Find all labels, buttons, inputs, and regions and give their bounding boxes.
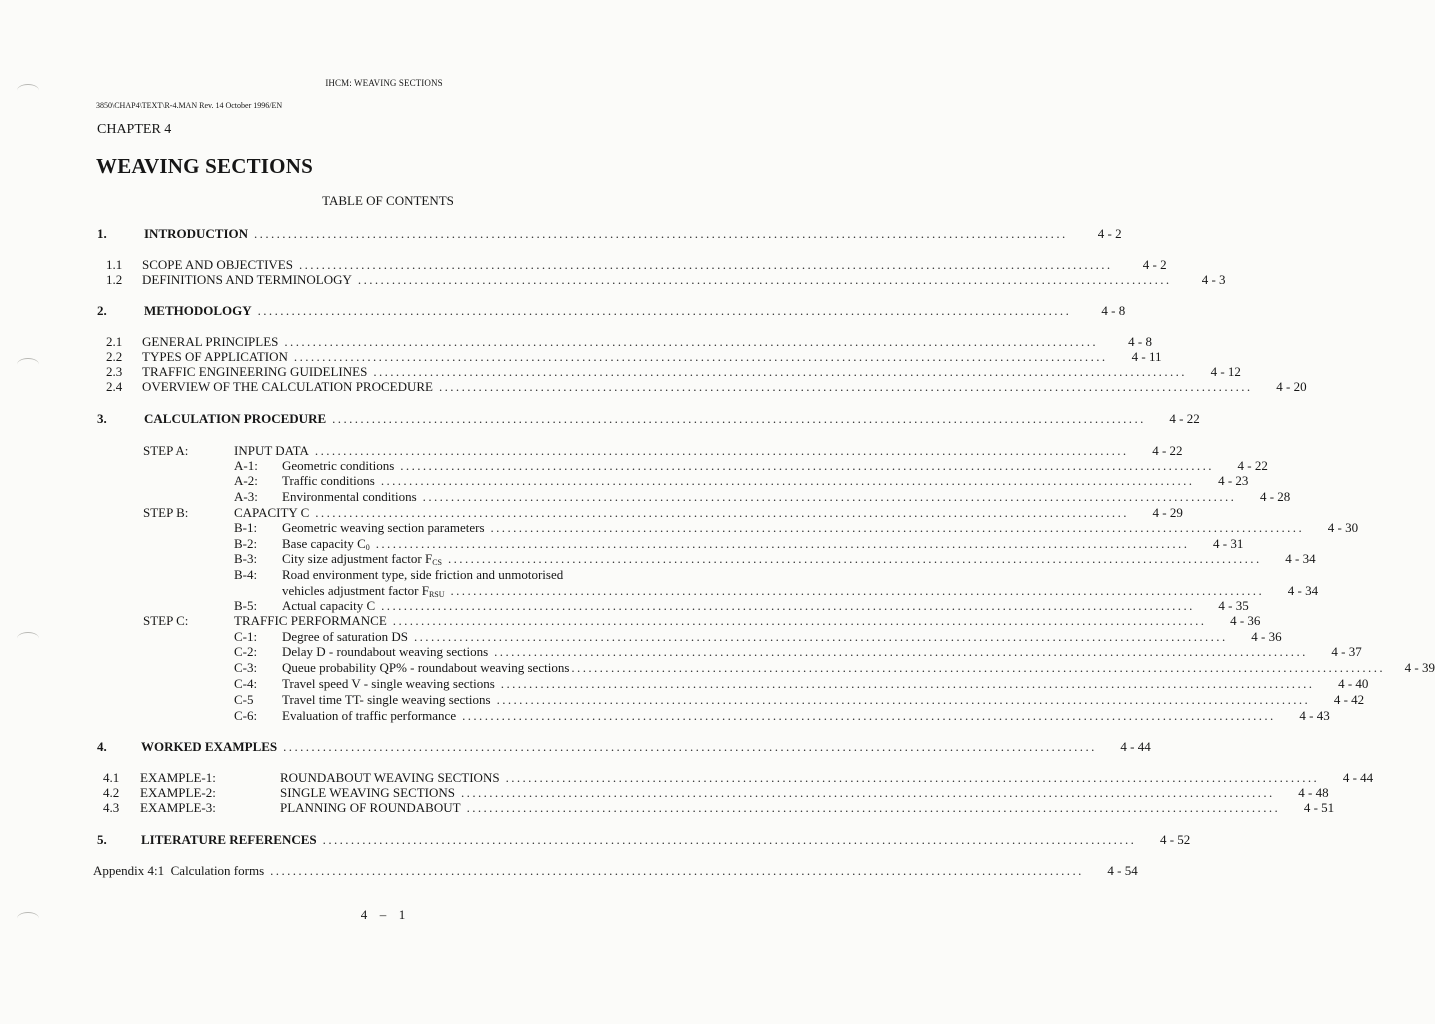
toc-entry-scope[interactable] xyxy=(142,257,1167,272)
toc-entry-label: Appendix 4:1 Calculation forms xyxy=(93,863,265,878)
toc-entry-label: LITERATURE REFERENCES xyxy=(141,832,317,847)
toc-entry-worked-examples[interactable] xyxy=(141,739,1151,754)
toc-entry-c5[interactable] xyxy=(282,692,1365,707)
toc-entry-label: OVERVIEW OF THE CALCULATION PROCEDURE xyxy=(142,379,433,394)
step-label: STEP C: xyxy=(143,613,189,628)
example-name: EXAMPLE-2: xyxy=(140,785,216,800)
toc-entry-calculation-procedure[interactable] xyxy=(144,411,1200,426)
section-number: 2.3 xyxy=(106,364,123,379)
subscript: CS xyxy=(432,558,442,567)
toc-entry-a3[interactable] xyxy=(282,489,1291,504)
toc-entry-page: 4 - 31 xyxy=(1213,536,1244,551)
toc-entry-page: 4 - 30 xyxy=(1327,520,1359,535)
toc-entry-b5[interactable] xyxy=(282,598,1249,613)
dot-leader: ................................................................................................................................................ xyxy=(373,364,1187,379)
toc-entry-c4[interactable] xyxy=(282,676,1369,691)
dot-leader: ................................................................................................................................................ xyxy=(270,863,1084,878)
toc-entry-example-2[interactable] xyxy=(280,785,1329,800)
toc-entry-label: TRAFFIC ENGINEERING GUIDELINES xyxy=(142,364,368,379)
toc-entry-page: 4 - 35 xyxy=(1218,598,1249,613)
dot-leader: ................................................................................................................................................ xyxy=(422,489,1237,504)
toc-entry-page: 4 - 22 xyxy=(1169,411,1200,426)
section-number: 4.2 xyxy=(103,785,120,800)
step-code: C-5 xyxy=(234,692,254,707)
step-code: A-2: xyxy=(234,473,258,488)
toc-entry-label-text: Base capacity C xyxy=(282,536,366,551)
toc-entry-label: CALCULATION PROCEDURE xyxy=(144,411,327,426)
dot-leader: ................................................................................................................................................ xyxy=(494,644,1308,659)
step-code: C-2: xyxy=(234,644,258,659)
document-title: WEAVING SECTIONS xyxy=(96,154,313,178)
toc-entry-traffic-guidelines[interactable] xyxy=(142,364,1241,379)
toc-entry-label: Delay D - roundabout weaving sections xyxy=(282,644,489,659)
subscript: RSU xyxy=(428,590,445,599)
toc-entry-general-principles[interactable] xyxy=(142,334,1152,349)
toc-entry-label: WORKED EXAMPLES xyxy=(141,739,278,754)
toc-entry-label: INTRODUCTION xyxy=(144,226,249,241)
section-number: 3. xyxy=(97,411,107,426)
toc-entry-label: METHODOLOGY xyxy=(144,303,252,318)
toc-entry-page: 4 - 48 xyxy=(1298,785,1329,800)
toc-entry-label: Queue probability QP% - roundabout weaving sections xyxy=(282,660,570,675)
toc-entry-literature-references[interactable] xyxy=(141,832,1191,847)
dot-leader: ................................................................................................................................................ xyxy=(466,800,1281,815)
section-number: 1.2 xyxy=(106,272,123,287)
toc-entry-label: Degree of saturation DS xyxy=(282,629,408,644)
step-code: B-1: xyxy=(234,520,258,535)
toc-entry-label: PLANNING OF ROUNDABOUT xyxy=(280,800,461,815)
step-code: B-2: xyxy=(234,536,258,551)
toc-entry-page: 4 - 34 xyxy=(1285,551,1316,566)
toc-entry-introduction[interactable] xyxy=(144,226,1122,241)
toc-entry-page: 4 - 43 xyxy=(1299,708,1330,723)
section-number: 2.1 xyxy=(106,334,123,349)
toc-entry-step-c[interactable] xyxy=(234,613,1261,628)
step-code: C-4: xyxy=(234,676,258,691)
toc-entry-label: TRAFFIC PERFORMANCE xyxy=(234,613,387,628)
toc-entry-label: Traffic conditions xyxy=(282,473,375,488)
toc-entry-page: 4 - 8 xyxy=(1101,303,1126,318)
dot-leader: ................................................................................................................................................ xyxy=(414,629,1228,644)
example-name: EXAMPLE-3: xyxy=(140,800,216,815)
toc-entry-page: 4 - 11 xyxy=(1131,349,1162,364)
toc-entry-page: 4 - 22 xyxy=(1237,458,1268,473)
toc-entry-appendix[interactable] xyxy=(93,863,1138,878)
dot-leader: ................................................................................................................................................ xyxy=(254,226,1068,241)
section-number: 1.1 xyxy=(106,257,123,272)
toc-entry-label: Geometric weaving section parameters xyxy=(282,520,485,535)
dot-leader: ................................................................................................................................................ xyxy=(284,334,1098,349)
toc-entry-label: Environmental conditions xyxy=(282,489,417,504)
toc-entry-label: ROUNDABOUT WEAVING SECTIONS xyxy=(280,770,500,785)
toc-entry-page: 4 - 22 xyxy=(1152,443,1183,458)
toc-entry-page: 4 - 3 xyxy=(1201,272,1226,287)
dot-leader: ................................................................................................................................................ xyxy=(461,785,1275,800)
toc-entry-page: 4 - 39 xyxy=(1404,660,1435,675)
punch-hole-mark xyxy=(17,632,39,645)
dot-leader: ................................................................................................................................................ xyxy=(400,458,1214,473)
step-code: B-3: xyxy=(234,551,258,566)
section-number: 4.1 xyxy=(103,770,120,785)
toc-entry-page: 4 - 28 xyxy=(1259,489,1291,504)
toc-entry-page: 4 - 34 xyxy=(1287,583,1319,598)
toc-entry-overview[interactable] xyxy=(142,379,1307,394)
step-code: A-1: xyxy=(234,458,258,473)
step-code: C-6: xyxy=(234,708,258,723)
toc-entry-c3[interactable] xyxy=(282,660,1435,675)
toc-entry-example-1[interactable] xyxy=(280,770,1374,785)
example-name: EXAMPLE-1: xyxy=(140,770,216,785)
toc-entry-label: CAPACITY C xyxy=(234,505,310,520)
toc-entry-label: Actual capacity C xyxy=(282,598,376,613)
section-number: 2. xyxy=(97,303,107,318)
toc-entry-definitions[interactable] xyxy=(142,272,1226,287)
toc-entry-page: 4 - 2 xyxy=(1097,226,1122,241)
page-number: 4 – 1 xyxy=(360,907,408,922)
dot-leader: ................................................................................................................................................ xyxy=(314,443,1129,458)
dot-leader: ................................................................................................................................................ xyxy=(571,660,1385,675)
toc-entry-label-text: vehicles adjustment factor F xyxy=(282,583,429,598)
toc-entry-page: 4 - 52 xyxy=(1159,832,1191,847)
dot-leader: ................................................................................................................................................ xyxy=(257,303,1072,318)
dot-leader: ................................................................................................................................................ xyxy=(381,598,1195,613)
step-code: C-1: xyxy=(234,629,258,644)
toc-entry-label: Evaluation of traffic performance xyxy=(282,708,457,723)
section-number: 4.3 xyxy=(103,800,120,815)
toc-entry-label: Travel time TT- single weaving sections xyxy=(282,692,491,707)
dot-leader: ................................................................................................................................................ xyxy=(283,739,1097,754)
toc-entry-a1[interactable] xyxy=(282,458,1268,473)
running-header: IHCM: WEAVING SECTIONS xyxy=(325,78,443,88)
toc-entry-label: TYPES OF APPLICATION xyxy=(142,349,288,364)
toc-entry-page: 4 - 8 xyxy=(1128,334,1152,349)
dot-leader: ................................................................................................................................................ xyxy=(438,379,1253,394)
toc-entry-c2[interactable] xyxy=(282,644,1362,659)
file-reference: 3850\CHAP4\TEXT\R-4.MAN Rev. 14 October 1996/EN xyxy=(96,101,283,110)
toc-entry-page: 4 - 44 xyxy=(1120,739,1151,754)
dot-leader: ................................................................................................................................................ xyxy=(500,676,1315,691)
toc-entry-page: 4 - 23 xyxy=(1218,473,1249,488)
dot-leader: ................................................................................................................................................ xyxy=(505,770,1320,785)
toc-entry-label-text: City size adjustment factor F xyxy=(282,551,433,566)
toc-entry-b1[interactable] xyxy=(282,520,1359,535)
dot-leader: ................................................................................................................................................ xyxy=(462,708,1276,723)
toc-entry-page: 4 - 36 xyxy=(1251,629,1282,644)
step-code: C-3: xyxy=(234,660,258,675)
toc-entry-c1[interactable] xyxy=(282,629,1282,644)
subscript: 0 xyxy=(365,543,370,552)
toc-entry-page: 4 - 29 xyxy=(1152,505,1183,520)
dot-leader: ................................................................................................................................................ xyxy=(490,520,1305,535)
toc-entry-label: DEFINITIONS AND TERMINOLOGY xyxy=(142,272,352,287)
toc-entry-label: Travel speed V - single weaving sections xyxy=(282,676,495,691)
punch-hole-mark xyxy=(17,358,39,371)
dot-leader: ................................................................................................................................................ xyxy=(392,613,1207,628)
toc-entry-page: 4 - 12 xyxy=(1210,364,1241,379)
toc-entry-page: 4 - 54 xyxy=(1107,863,1138,878)
toc-entry-step-b[interactable] xyxy=(234,505,1183,520)
dot-leader: ................................................................................................................................................ xyxy=(293,349,1108,364)
toc-entry-page: 4 - 2 xyxy=(1142,257,1167,272)
dot-leader: ................................................................................................................................................ xyxy=(450,583,1265,598)
toc-entry-label: GENERAL PRINCIPLES xyxy=(142,334,279,349)
toc-entry-page: 4 - 36 xyxy=(1230,613,1261,628)
toc-entry-c6[interactable] xyxy=(282,708,1330,723)
toc-entry-label: SINGLE WEAVING SECTIONS xyxy=(280,785,456,800)
toc-entry-example-3[interactable] xyxy=(280,800,1335,815)
dot-leader: ................................................................................................................................................ xyxy=(298,257,1113,272)
toc-entry-step-a[interactable] xyxy=(234,443,1183,458)
section-number: 5. xyxy=(97,832,107,847)
dot-leader: ................................................................................................................................................ xyxy=(448,551,1262,566)
dot-leader: ................................................................................................................................................ xyxy=(332,411,1146,426)
step-code: A-3: xyxy=(234,489,258,504)
step-code: B-5: xyxy=(234,598,258,613)
toc-heading: TABLE OF CONTENTS xyxy=(322,193,454,208)
section-number: 4. xyxy=(97,739,107,754)
toc-entry-page: 4 - 40 xyxy=(1338,676,1369,691)
step-code: B-4: xyxy=(234,567,258,582)
toc-entry-page: 4 - 37 xyxy=(1331,644,1362,659)
section-number: 2.4 xyxy=(106,379,123,394)
toc-entry-page: 4 - 51 xyxy=(1303,800,1335,815)
dot-leader: ................................................................................................................................................ xyxy=(357,272,1172,287)
toc-entry-page: 4 - 44 xyxy=(1342,770,1374,785)
section-number: 1. xyxy=(97,226,107,241)
dot-leader: ................................................................................................................................................ xyxy=(322,832,1137,847)
section-number: 2.2 xyxy=(106,349,123,364)
dot-leader: ................................................................................................................................................ xyxy=(380,473,1195,488)
toc-entry-label: SCOPE AND OBJECTIVES xyxy=(142,257,293,272)
toc-entry-types-of-application[interactable] xyxy=(142,349,1162,364)
toc-entry-page: 4 - 20 xyxy=(1276,379,1307,394)
dot-leader: ................................................................................................................................................ xyxy=(375,536,1190,551)
toc-entry-page: 4 - 42 xyxy=(1333,692,1365,707)
toc-entry-label: Geometric conditions xyxy=(282,458,395,473)
chapter-label: CHAPTER 4 xyxy=(97,122,172,137)
toc-entry-label: Road environment type, side friction and unmotorised xyxy=(282,567,564,582)
step-label: STEP A: xyxy=(143,443,189,458)
dot-leader: ................................................................................................................................................ xyxy=(315,505,1129,520)
step-label: STEP B: xyxy=(143,505,189,520)
toc-entry-methodology[interactable] xyxy=(144,303,1126,318)
toc-entry-a2[interactable] xyxy=(282,473,1249,488)
dot-leader: ................................................................................................................................................ xyxy=(496,692,1311,707)
toc-entry-label: INPUT DATA xyxy=(234,443,309,458)
